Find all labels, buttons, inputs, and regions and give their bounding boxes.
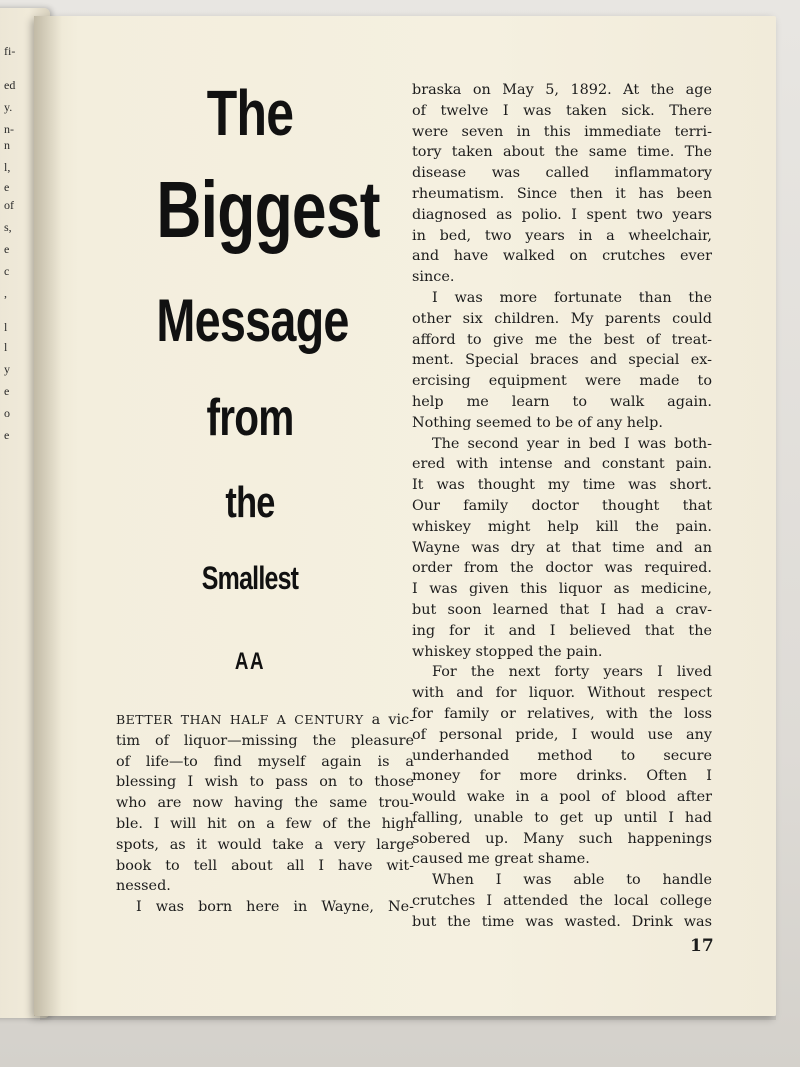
smallcaps-lead: BETTER THAN HALF A CENTURY xyxy=(116,712,364,727)
text-line: ment. Special braces and special ex- xyxy=(412,352,712,369)
text-line: Our family doctor thought that xyxy=(412,497,712,514)
text-line xyxy=(116,710,414,731)
text-line: underhanded method to secure xyxy=(412,747,712,764)
text-line: of life—to find myself again is a xyxy=(116,753,414,770)
title-line-message: Message xyxy=(156,287,349,354)
prev-page-fragment: of xyxy=(4,198,14,212)
prev-page-fragment: o xyxy=(4,406,10,420)
text-line: with and for liquor. Without respect xyxy=(412,685,712,702)
title-line-biggest: Biggest xyxy=(156,165,380,254)
text-line: The second year in bed I was both- xyxy=(432,435,712,452)
text-line: book to tell about all I have wit- xyxy=(116,857,414,874)
prev-page-fragment: , xyxy=(4,286,7,300)
text-line: nessed. xyxy=(116,878,171,895)
text-line: but the time was wasted. Drink was xyxy=(412,913,712,930)
text-line: but soon learned that I had a crav- xyxy=(412,601,712,618)
text-line: rheumatism. Since then it has been xyxy=(412,185,712,202)
text-line: disease was called inflammatory xyxy=(412,165,712,182)
text-line: whiskey might help kill the pain. xyxy=(412,518,712,535)
page-number: 17 xyxy=(690,936,714,956)
gutter-shadow xyxy=(34,16,62,1016)
text-line: for family or relatives, with the loss xyxy=(412,705,712,722)
text-line: For the next forty years I lived xyxy=(432,664,712,681)
text-line: and have walked on crutches ever xyxy=(412,248,712,265)
text-line: I was more fortunate than the xyxy=(432,289,712,306)
text-line: braska on May 5, 1892. At the age xyxy=(412,82,712,98)
text-line: falling, unable to get up until I had xyxy=(412,809,712,826)
text-line: help me learn to walk again. xyxy=(412,393,712,410)
title-line-the-2: the xyxy=(225,478,275,527)
prev-page-fragment: e xyxy=(4,384,10,398)
prev-page-fragment: n- xyxy=(4,122,14,136)
text-line: Nothing seemed to be of any help. xyxy=(412,414,663,431)
title-line-from: from xyxy=(206,389,294,447)
text-line: who are now having the same trou- xyxy=(116,795,414,812)
prev-page-fragment: l xyxy=(4,340,8,354)
title-line-smallest: Smallest xyxy=(201,560,299,596)
prev-page-fragment: c xyxy=(4,264,10,278)
text-line: money for more drinks. Often I xyxy=(412,768,712,785)
text-line: were seven in this immediate terri- xyxy=(412,123,712,140)
prev-page-fragment: l, xyxy=(4,160,11,174)
text-line: tory taken about the same time. The xyxy=(412,144,712,161)
text-line: of personal pride, I would use any xyxy=(412,726,712,743)
prev-page-fragment: e xyxy=(4,428,10,442)
text-line: ercising equipment were made to xyxy=(412,373,712,390)
text-line: blessing I wish to pass on to those xyxy=(116,774,414,791)
prev-page-fragment: y. xyxy=(4,100,13,114)
text-line: When I was able to handle xyxy=(432,872,712,889)
text-line: afford to give me the best of treat- xyxy=(412,331,712,348)
text-line: sobered up. Many such happenings xyxy=(412,830,712,847)
text-line: in bed, two years in a wheelchair, xyxy=(412,227,712,244)
right-text-column xyxy=(412,80,712,933)
prev-page-fragment: l xyxy=(4,320,8,334)
text-line: diagnosed as polio. I spent two years xyxy=(412,206,712,223)
text-line: of twelve I was taken sick. There xyxy=(412,102,712,119)
text-line: Wayne was dry at that time and an xyxy=(412,539,712,556)
text-line: ing for it and I believed that the xyxy=(412,622,712,639)
text-line: crutches I attended the local college xyxy=(412,893,712,910)
prev-page-fragment: e xyxy=(4,180,10,194)
prev-page-fragment: y xyxy=(4,362,10,376)
text-line: spots, as it would take a very large xyxy=(116,836,414,853)
byline: AA xyxy=(234,648,266,675)
text-line: ble. I will hit on a few of the high xyxy=(116,815,414,832)
text-line: ered with intense and constant pain. xyxy=(412,456,712,473)
text-line: I was given this liquor as medicine, xyxy=(412,581,712,598)
text-line: tim of liquor—missing the pleasure xyxy=(116,732,414,749)
prev-page-fragment: n xyxy=(4,138,10,152)
prev-page-fragment: s, xyxy=(4,220,12,234)
page-bottom-shadow xyxy=(40,1016,776,1020)
text-line: order from the doctor was required. xyxy=(412,560,712,577)
text-line: caused me great shame. xyxy=(412,851,590,868)
text-line: whiskey stopped the pain. xyxy=(412,643,603,660)
text-line: other six children. My parents could xyxy=(412,310,712,327)
line-rest: a vic- xyxy=(363,712,414,728)
title-line-the: The xyxy=(206,77,294,149)
text-line: would wake in a pool of blood after xyxy=(412,789,712,806)
left-text-column xyxy=(116,710,414,918)
text-line: It was thought my time was short. xyxy=(412,477,712,494)
text-line: I was born here in Wayne, Ne- xyxy=(136,899,414,916)
prev-page-fragment: ed xyxy=(4,78,16,92)
text-line: since. xyxy=(412,269,455,286)
prev-page-fragment: fi- xyxy=(4,44,16,58)
prev-page-fragment: e xyxy=(4,242,10,256)
